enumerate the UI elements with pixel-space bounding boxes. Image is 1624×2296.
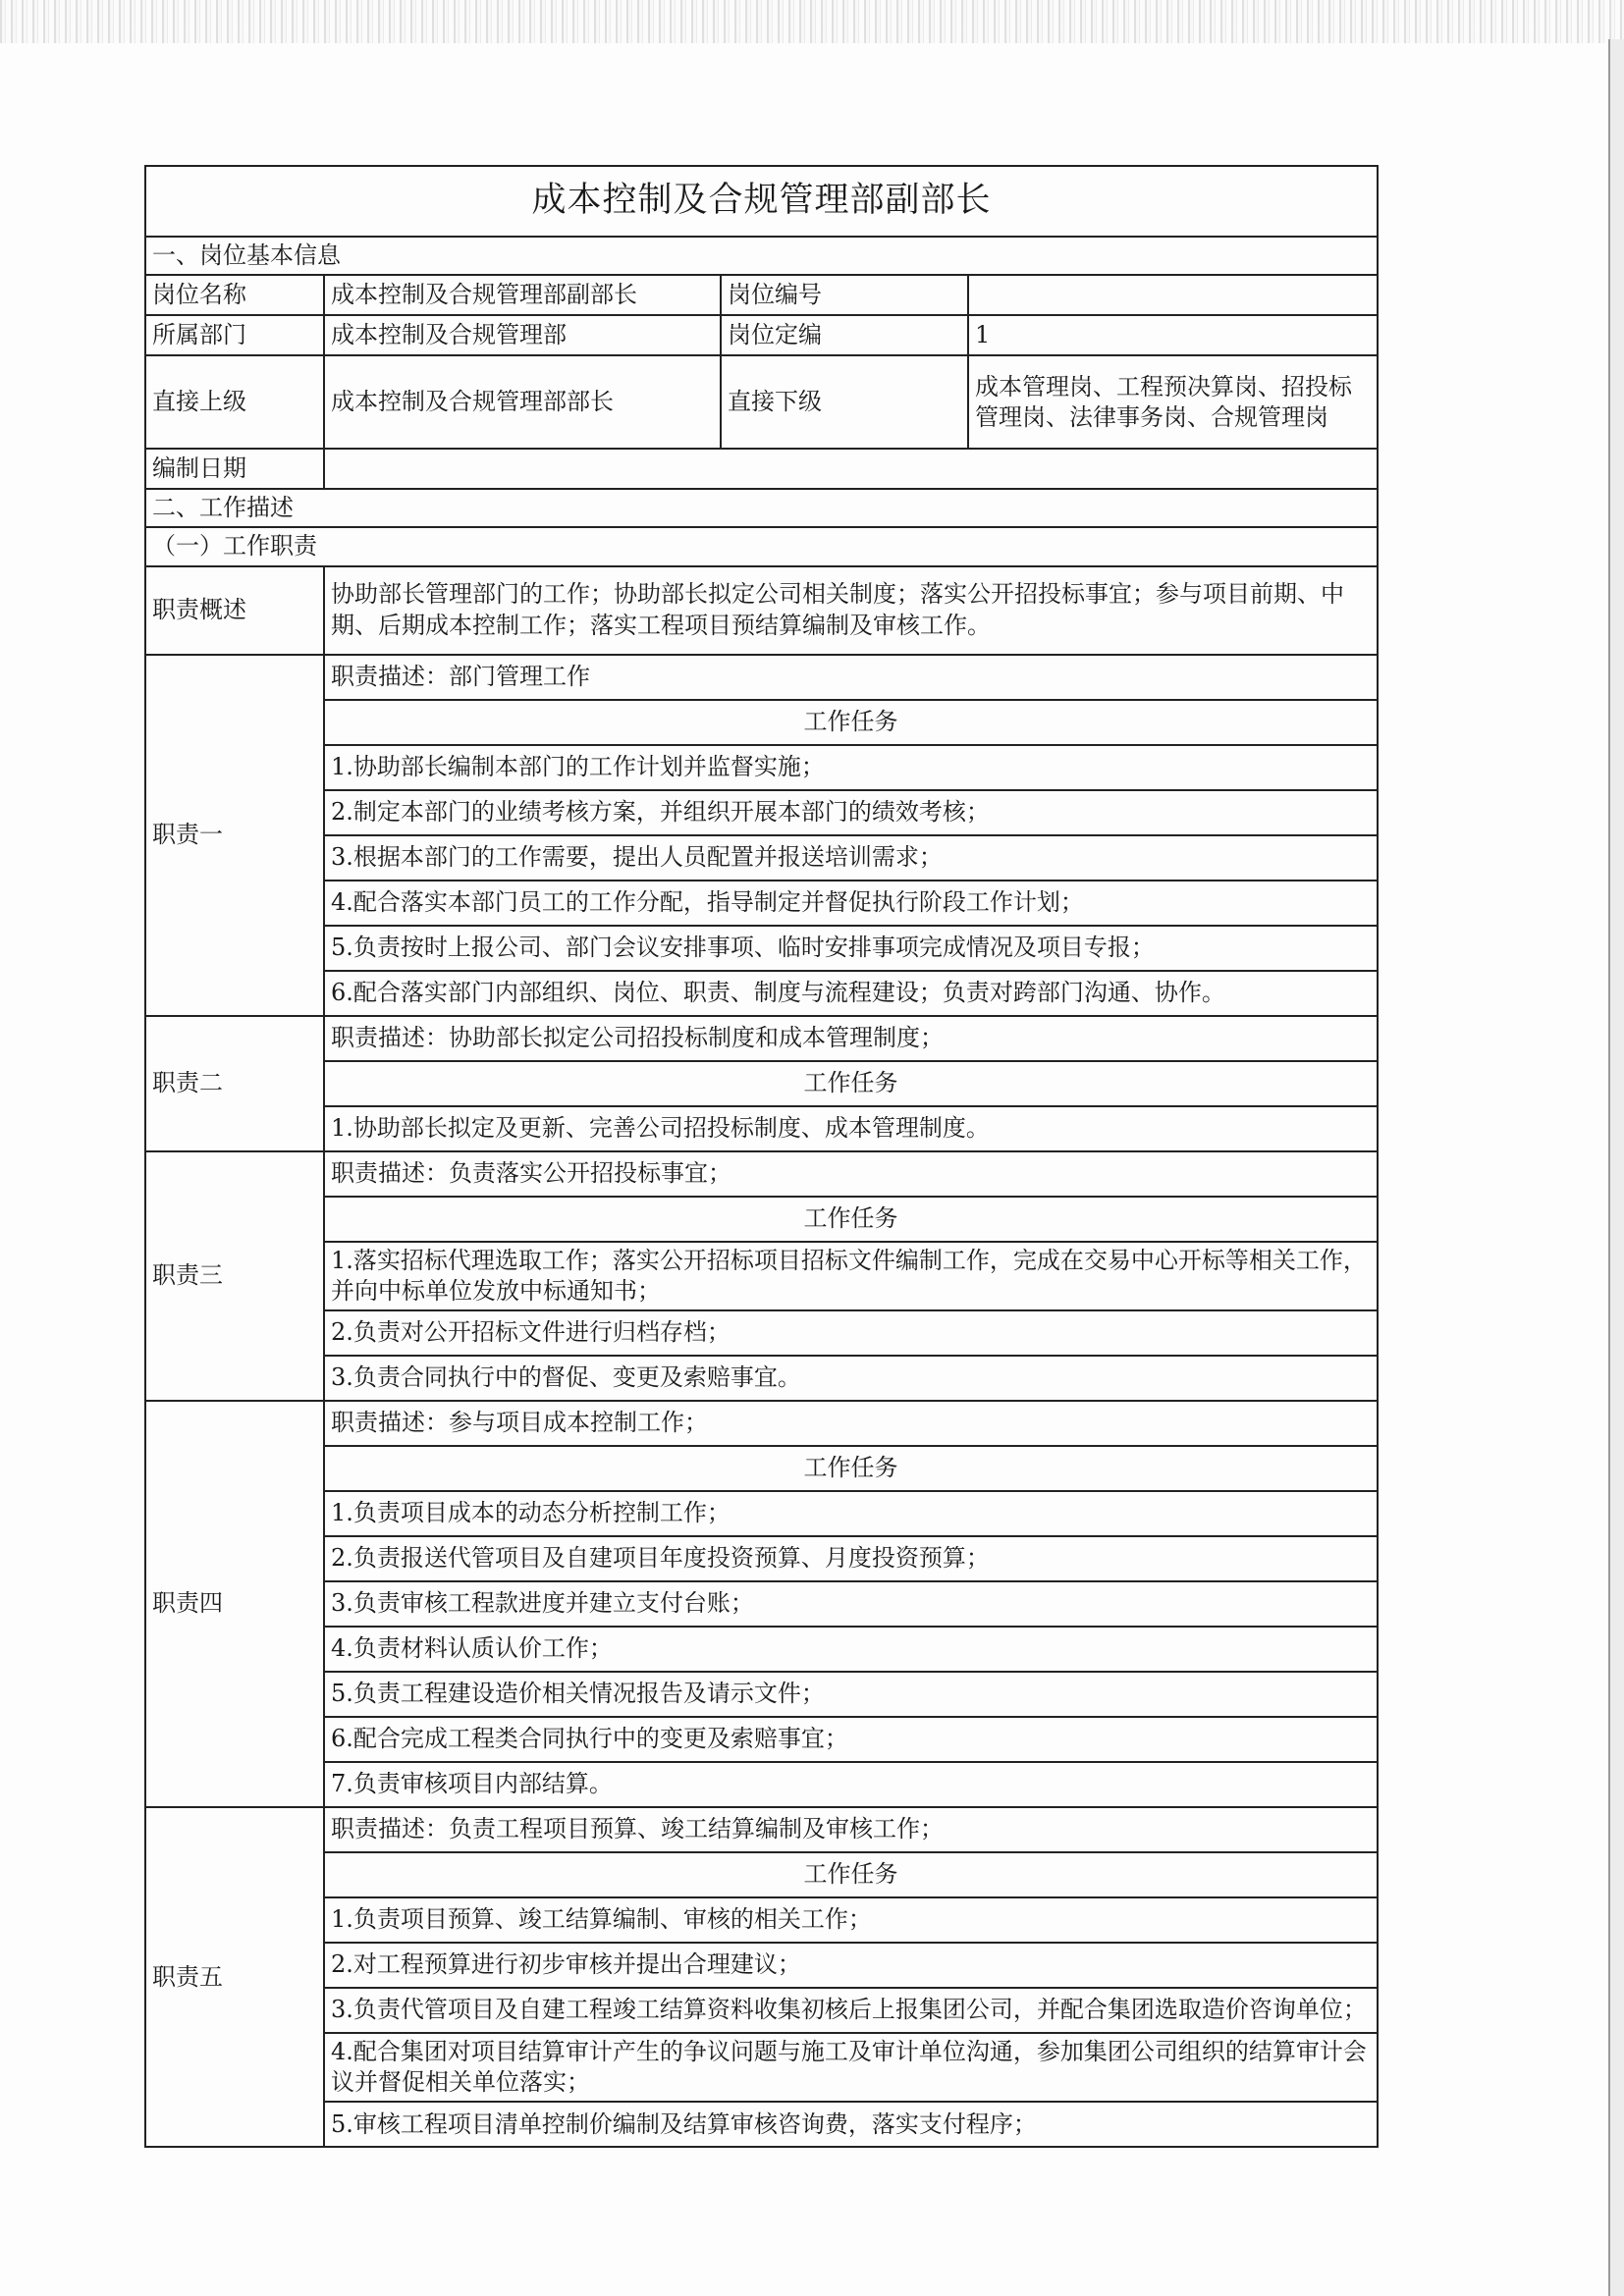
task-item: 1.落实招标代理选取工作；落实公开招标项目招标文件编制工作，完成在交易中心开标等相关工作，并向中标单位发放中标通知书； — [324, 1242, 1378, 1310]
task-item: 2.负责报送代管项目及自建项目年度投资预算、月度投资预算； — [324, 1536, 1378, 1581]
date-label: 编制日期 — [145, 449, 324, 489]
position-code-label: 岗位编号 — [721, 275, 968, 315]
duty-label: 职责五 — [145, 1807, 324, 2147]
task-item: 1.协助部长拟定及更新、完善公司招投标制度、成本管理制度。 — [324, 1106, 1378, 1151]
task-item: 2.负责对公开招标文件进行归档存档； — [324, 1310, 1378, 1356]
department-label: 所属部门 — [145, 315, 324, 355]
duty-label: 职责三 — [145, 1151, 324, 1401]
overview-label: 职责概述 — [145, 566, 324, 655]
superior-value: 成本控制及合规管理部部长 — [324, 355, 721, 449]
task-item: 1.负责项目成本的动态分析控制工作； — [324, 1491, 1378, 1536]
quota-label: 岗位定编 — [721, 315, 968, 355]
section-heading-work-description: 二、工作描述 — [145, 489, 1378, 527]
task-item: 5.负责工程建设造价相关情况报告及请示文件； — [324, 1672, 1378, 1717]
position-name-value: 成本控制及合规管理部副部长 — [324, 275, 721, 315]
quota-value: 1 — [968, 315, 1378, 355]
document-title: 成本控制及合规管理部副部长 — [145, 166, 1378, 237]
duty-description: 职责描述：协助部长拟定公司招投标制度和成本管理制度； — [324, 1016, 1378, 1061]
duties-section — [145, 655, 1378, 2148]
position-code-value — [968, 275, 1378, 315]
scan-edge-top — [0, 0, 1624, 43]
task-item: 3.负责代管项目及自建工程竣工结算资料收集初核后上报集团公司，并配合集团选取造价咨询单位； — [324, 1988, 1378, 2033]
task-item: 3.根据本部门的工作需要，提出人员配置并报送培训需求； — [324, 835, 1378, 881]
position-name-label: 岗位名称 — [145, 275, 324, 315]
task-item: 7.负责审核项目内部结算。 — [324, 1762, 1378, 1807]
task-item: 2.对工程预算进行初步审核并提出合理建议； — [324, 1943, 1378, 1988]
duty-label: 职责二 — [145, 1016, 324, 1151]
task-item: 4.配合集团对项目结算审计产生的争议问题与施工及审计单位沟通，参加集团公司组织的结算审计会议并督促相关单位落实； — [324, 2033, 1378, 2102]
task-header: 工作任务 — [324, 1061, 1378, 1106]
subsection-heading-duties: （一）工作职责 — [145, 527, 1378, 565]
date-value — [324, 449, 1378, 489]
task-header: 工作任务 — [324, 1197, 1378, 1242]
task-item: 3.负责审核工程款进度并建立支付台账； — [324, 1581, 1378, 1627]
task-item: 3.负责合同执行中的督促、变更及索赔事宜。 — [324, 1356, 1378, 1401]
overview-text: 协助部长管理部门的工作；协助部长拟定公司相关制度；落实公开招投标事宜；参与项目前期、中期、后期成本控制工作；落实工程项目预结算编制及审核工作。 — [324, 566, 1378, 655]
subordinate-value: 成本管理岗、工程预决算岗、招投标管理岗、法律事务岗、合规管理岗 — [968, 355, 1378, 449]
duty-description: 职责描述：参与项目成本控制工作； — [324, 1401, 1378, 1446]
task-item: 5.负责按时上报公司、部门会议安排事项、临时安排事项完成情况及项目专报； — [324, 926, 1378, 971]
duty-label: 职责四 — [145, 1401, 324, 1807]
section-heading-basic-info: 一、岗位基本信息 — [145, 237, 1378, 275]
task-item: 1.负责项目预算、竣工结算编制、审核的相关工作； — [324, 1897, 1378, 1943]
scan-edge-right — [1608, 39, 1624, 2296]
task-item: 4.负责材料认质认价工作； — [324, 1627, 1378, 1672]
task-item: 6.配合完成工程类合同执行中的变更及索赔事宜； — [324, 1717, 1378, 1762]
duty-description: 职责描述：部门管理工作 — [324, 655, 1378, 700]
duty-label: 职责一 — [145, 655, 324, 1016]
duty-description: 职责描述：负责落实公开招投标事宜； — [324, 1151, 1378, 1197]
duty-description: 职责描述：负责工程项目预算、竣工结算编制及审核工作； — [324, 1807, 1378, 1852]
task-item: 2.制定本部门的业绩考核方案，并组织开展本部门的绩效考核； — [324, 790, 1378, 835]
task-item: 4.配合落实本部门员工的工作分配，指导制定并督促执行阶段工作计划； — [324, 881, 1378, 926]
task-item: 6.配合落实部门内部组织、岗位、职责、制度与流程建设；负责对跨部门沟通、协作。 — [324, 971, 1378, 1016]
department-value: 成本控制及合规管理部 — [324, 315, 721, 355]
job-description-table — [144, 165, 1379, 2148]
subordinate-label: 直接下级 — [721, 355, 968, 449]
task-header: 工作任务 — [324, 700, 1378, 745]
task-header: 工作任务 — [324, 1852, 1378, 1897]
task-header: 工作任务 — [324, 1446, 1378, 1491]
superior-label: 直接上级 — [145, 355, 324, 449]
task-item: 1.协助部长编制本部门的工作计划并监督实施； — [324, 745, 1378, 790]
task-item: 5.审核工程项目清单控制价编制及结算审核咨询费，落实支付程序； — [324, 2102, 1378, 2147]
